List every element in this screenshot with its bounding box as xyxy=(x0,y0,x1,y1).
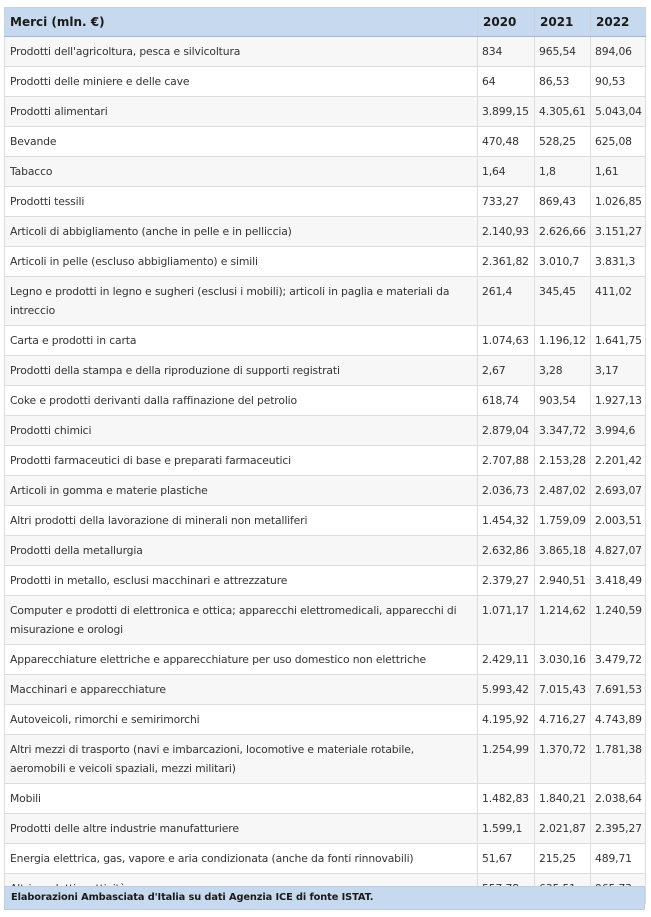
row-value-2020: 2.036,73 xyxy=(478,476,535,506)
row-label-merce: Articoli in gomma e materie plastiche xyxy=(5,476,478,506)
row-value-2021: 3,28 xyxy=(535,356,591,386)
row-label-merce: Computer e prodotti di elettronica e ottica; apparecchi elettromedicali, apparecchi di misurazione e orologi xyxy=(5,596,478,645)
table-row xyxy=(5,536,646,566)
trade-table-container xyxy=(4,7,645,904)
row-label-merce: Bevande xyxy=(5,127,478,157)
table-row xyxy=(5,596,646,645)
row-label-merce: Prodotti delle miniere e delle cave xyxy=(5,67,478,97)
row-label-merce: Prodotti farmaceutici di base e preparati farmaceutici xyxy=(5,446,478,476)
table-row xyxy=(5,844,646,874)
row-value-2022: 2.201,42 xyxy=(591,446,646,476)
table-row xyxy=(5,566,646,596)
row-value-2021: 2.153,28 xyxy=(535,446,591,476)
row-value-2022: 1,61 xyxy=(591,157,646,187)
row-label-merce: Prodotti alimentari xyxy=(5,97,478,127)
header-year-2021: 2021 xyxy=(535,8,591,37)
row-value-2021: 1.759,09 xyxy=(535,506,591,536)
row-value-2022: 411,02 xyxy=(591,277,646,326)
table-row xyxy=(5,735,646,784)
row-label-merce: Articoli in pelle (escluso abbigliamento) e simili xyxy=(5,247,478,277)
row-value-2021: 869,43 xyxy=(535,187,591,217)
table-row xyxy=(5,446,646,476)
header-year-2022: 2022 xyxy=(591,8,646,37)
row-value-2022: 1.781,38 xyxy=(591,735,646,784)
row-value-2021: 2.487,02 xyxy=(535,476,591,506)
table-row xyxy=(5,476,646,506)
table-body xyxy=(5,37,646,904)
row-value-2021: 3.347,72 xyxy=(535,416,591,446)
row-value-2020: 1,64 xyxy=(478,157,535,187)
row-value-2020: 2.879,04 xyxy=(478,416,535,446)
row-value-2021: 4.305,61 xyxy=(535,97,591,127)
row-value-2022: 894,06 xyxy=(591,37,646,67)
row-value-2020: 2.361,82 xyxy=(478,247,535,277)
row-value-2021: 1.370,72 xyxy=(535,735,591,784)
row-value-2020: 2.379,27 xyxy=(478,566,535,596)
table-row xyxy=(5,705,646,735)
table-row xyxy=(5,356,646,386)
row-value-2020: 2.632,86 xyxy=(478,536,535,566)
table-row xyxy=(5,416,646,446)
source-note: Elaborazioni Ambasciata d'Italia su dati Agenzia ICE di fonte ISTAT. xyxy=(4,886,645,910)
row-value-2021: 2.626,66 xyxy=(535,217,591,247)
row-value-2020: 64 xyxy=(478,67,535,97)
row-value-2021: 2.021,87 xyxy=(535,814,591,844)
row-value-2022: 4.827,07 xyxy=(591,536,646,566)
row-label-merce: Coke e prodotti derivanti dalla raffinazione del petrolio xyxy=(5,386,478,416)
row-value-2020: 470,48 xyxy=(478,127,535,157)
table-row xyxy=(5,784,646,814)
row-label-merce: Macchinari e apparecchiature xyxy=(5,675,478,705)
table-row xyxy=(5,67,646,97)
row-value-2022: 3.418,49 xyxy=(591,566,646,596)
row-value-2020: 1.254,99 xyxy=(478,735,535,784)
row-value-2022: 2.038,64 xyxy=(591,784,646,814)
row-value-2022: 2.003,51 xyxy=(591,506,646,536)
row-value-2022: 90,53 xyxy=(591,67,646,97)
merci-table xyxy=(4,7,646,904)
row-value-2022: 3.831,3 xyxy=(591,247,646,277)
row-value-2020: 2,67 xyxy=(478,356,535,386)
row-label-merce: Legno e prodotti in legno e sugheri (esclusi i mobili); articoli in paglia e materiali da intreccio xyxy=(5,277,478,326)
row-label-merce: Prodotti chimici xyxy=(5,416,478,446)
row-value-2021: 528,25 xyxy=(535,127,591,157)
row-label-merce: Prodotti dell'agricoltura, pesca e silvicoltura xyxy=(5,37,478,67)
row-label-merce: Prodotti delle altre industrie manufatturiere xyxy=(5,814,478,844)
row-value-2022: 3.994,6 xyxy=(591,416,646,446)
row-value-2022: 489,71 xyxy=(591,844,646,874)
row-value-2020: 2.429,11 xyxy=(478,645,535,675)
table-row xyxy=(5,217,646,247)
table-row xyxy=(5,97,646,127)
row-label-merce: Prodotti tessili xyxy=(5,187,478,217)
table-row xyxy=(5,187,646,217)
row-value-2021: 1.196,12 xyxy=(535,326,591,356)
row-value-2020: 733,27 xyxy=(478,187,535,217)
row-value-2020: 51,67 xyxy=(478,844,535,874)
row-value-2022: 3.479,72 xyxy=(591,645,646,675)
row-label-merce: Prodotti della metallurgia xyxy=(5,536,478,566)
row-value-2022: 1.927,13 xyxy=(591,386,646,416)
table-header-row xyxy=(5,8,646,37)
row-value-2021: 1.840,21 xyxy=(535,784,591,814)
row-label-merce: Tabacco xyxy=(5,157,478,187)
row-value-2021: 903,54 xyxy=(535,386,591,416)
row-value-2022: 3,17 xyxy=(591,356,646,386)
row-label-merce: Prodotti della stampa e della riproduzione di supporti registrati xyxy=(5,356,478,386)
row-value-2021: 4.716,27 xyxy=(535,705,591,735)
row-value-2022: 625,08 xyxy=(591,127,646,157)
row-label-merce: Energia elettrica, gas, vapore e aria condizionata (anche da fonti rinnovabili) xyxy=(5,844,478,874)
row-value-2022: 2.395,27 xyxy=(591,814,646,844)
row-value-2020: 1.074,63 xyxy=(478,326,535,356)
table-row xyxy=(5,645,646,675)
row-value-2022: 1.026,85 xyxy=(591,187,646,217)
row-label-merce: Autoveicoli, rimorchi e semirimorchi xyxy=(5,705,478,735)
row-value-2020: 2.707,88 xyxy=(478,446,535,476)
row-value-2022: 1.240,59 xyxy=(591,596,646,645)
row-value-2020: 5.993,42 xyxy=(478,675,535,705)
header-merci: Merci (mln. €) xyxy=(5,8,478,37)
row-value-2020: 2.140,93 xyxy=(478,217,535,247)
row-value-2021: 86,53 xyxy=(535,67,591,97)
row-label-merce: Apparecchiature elettriche e apparecchiature per uso domestico non elettriche xyxy=(5,645,478,675)
row-value-2022: 5.043,04 xyxy=(591,97,646,127)
row-value-2021: 3.865,18 xyxy=(535,536,591,566)
row-label-merce: Mobili xyxy=(5,784,478,814)
row-value-2021: 215,25 xyxy=(535,844,591,874)
row-label-merce: Altri prodotti della lavorazione di minerali non metalliferi xyxy=(5,506,478,536)
row-value-2022: 3.151,27 xyxy=(591,217,646,247)
row-value-2020: 4.195,92 xyxy=(478,705,535,735)
row-value-2021: 2.940,51 xyxy=(535,566,591,596)
table-row xyxy=(5,506,646,536)
table-row xyxy=(5,675,646,705)
row-value-2020: 1.454,32 xyxy=(478,506,535,536)
table-row xyxy=(5,814,646,844)
row-value-2020: 1.071,17 xyxy=(478,596,535,645)
table-row xyxy=(5,277,646,326)
row-value-2021: 965,54 xyxy=(535,37,591,67)
row-label-merce: Carta e prodotti in carta xyxy=(5,326,478,356)
table-row xyxy=(5,157,646,187)
header-year-2020: 2020 xyxy=(478,8,535,37)
row-value-2021: 1,8 xyxy=(535,157,591,187)
row-value-2021: 3.030,16 xyxy=(535,645,591,675)
row-label-merce: Articoli di abbigliamento (anche in pelle e in pelliccia) xyxy=(5,217,478,247)
row-value-2022: 4.743,89 xyxy=(591,705,646,735)
table-row xyxy=(5,247,646,277)
table-row xyxy=(5,37,646,67)
table-row xyxy=(5,326,646,356)
row-value-2022: 7.691,53 xyxy=(591,675,646,705)
row-value-2020: 261,4 xyxy=(478,277,535,326)
row-value-2021: 7.015,43 xyxy=(535,675,591,705)
row-value-2022: 2.693,07 xyxy=(591,476,646,506)
row-value-2021: 345,45 xyxy=(535,277,591,326)
row-label-merce: Prodotti in metallo, esclusi macchinari e attrezzature xyxy=(5,566,478,596)
row-value-2020: 3.899,15 xyxy=(478,97,535,127)
row-value-2020: 1.482,83 xyxy=(478,784,535,814)
row-value-2020: 1.599,1 xyxy=(478,814,535,844)
row-value-2022: 1.641,75 xyxy=(591,326,646,356)
row-value-2020: 834 xyxy=(478,37,535,67)
table-row xyxy=(5,386,646,416)
row-value-2021: 1.214,62 xyxy=(535,596,591,645)
row-label-merce: Altri mezzi di trasporto (navi e imbarcazioni, locomotive e materiale rotabile, aeromobili e veicoli spaziali, mezzi militari) xyxy=(5,735,478,784)
row-value-2020: 618,74 xyxy=(478,386,535,416)
row-value-2021: 3.010,7 xyxy=(535,247,591,277)
table-row xyxy=(5,127,646,157)
